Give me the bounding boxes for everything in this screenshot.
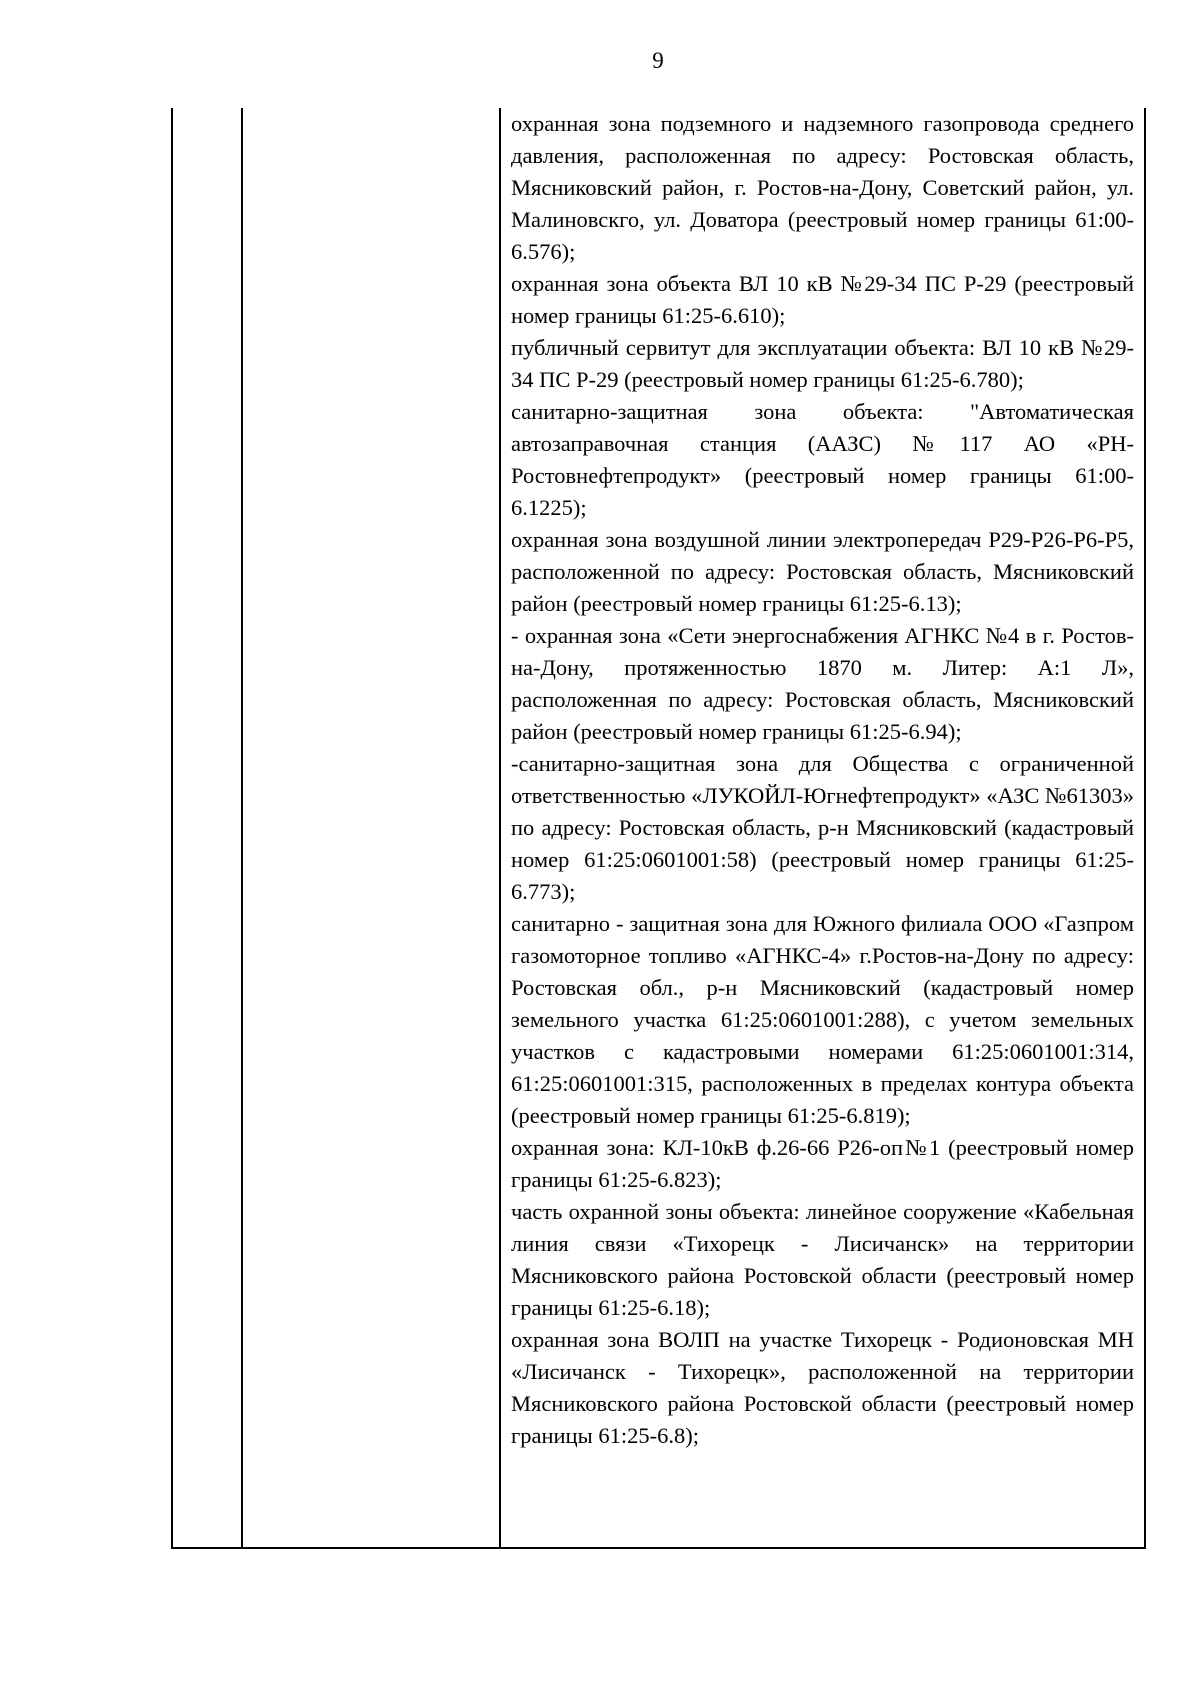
list-item: часть охранной зоны объекта: линейное сооружение «Кабельная линия связи «Тихорецк - Лисичанск» на территории Мясниковского района Ростовской области (реестровый номер границы 61:25-6.18); (511, 1199, 1134, 1320)
list-item: охранная зона: КЛ-10кВ ф.26-66 Р26-оп№1 (реестровый номер границы 61:25-6.823); (511, 1135, 1134, 1192)
list-item: охранная зона объекта ВЛ 10 кВ №29-34 ПС Р-29 (реестровый номер границы 61:25-6.610); (511, 271, 1134, 328)
restrictions-list (501, 108, 1144, 1452)
table-cell-restrictions (500, 108, 1145, 1548)
list-item: санитарно - защитная зона для Южного филиала ООО «Газпром газомоторное топливо «АГНКС-4» г.Ростов-на-Дону по адресу: Ростовская обл., р-н Мясниковский (кадастровый номер земельного участка 61:25:0601001:288), с учетом земельных участков с кадастровыми номерами 61:25:0601001:314, 61:25:0601001:315, расположенных в пределах контура объекта (реестровый номер границы 61:25-6.819); (511, 911, 1134, 1128)
list-item: охранная зона подземного и надземного газопровода среднего давления, расположенная по адресу: Ростовская область, Мясниковский район, г. Ростов-на-Дону, Советский район, ул. Малиновскго, ул. Доватора (реестровый номер границы 61:00-6.576); (511, 111, 1134, 264)
restrictions-table (171, 108, 1146, 1549)
list-item: охранная зона воздушной линии электропередач Р29-Р26-Р6-Р5, расположенной по адресу: Ростовская область, Мясниковский район (реестровый номер границы 61:25-6.13); (511, 527, 1134, 616)
table-cell-name (242, 108, 500, 1548)
table-cell-number (172, 108, 242, 1548)
list-item: охранная зона ВОЛП на участке Тихорецк - Родионовская МН «Лисичанск - Тихорецк», расположенной на территории Мясниковского района Ростовской области (реестровый номер границы 61:25-6.8); (511, 1327, 1134, 1448)
page-number: 9 (652, 48, 664, 73)
list-item: санитарно-защитная зона объекта: "Автоматическая автозаправочная станция (ААЗС) №117 АО «РН-Ростовнефтепродукт» (реестровый номер границы 61:00-6.1225); (511, 399, 1134, 520)
table-row (172, 108, 1145, 1548)
list-item: -санитарно-защитная зона для Общества с ограниченной ответственностью «ЛУКОЙЛ-Югнефтепродукт» «АЗС №61303» по адресу: Ростовская область, р-н Мясниковский (кадастровый номер 61:25:0601001:58) (реестровый номер границы 61:25-6.773); (511, 751, 1135, 904)
list-item: - охранная зона «Сети энергоснабжения АГНКС №4 в г. Ростов-на-Дону, протяженностью 1870 м. Литер: А:1 Л», расположенная по адресу: Ростовская область, Мясниковский район (реестровый номер границы 61:25-6.94); (511, 623, 1134, 744)
list-item: публичный сервитут для эксплуатации объекта: ВЛ 10 кВ №29-34 ПС Р-29 (реестровый номер границы 61:25-6.780); (511, 335, 1134, 392)
